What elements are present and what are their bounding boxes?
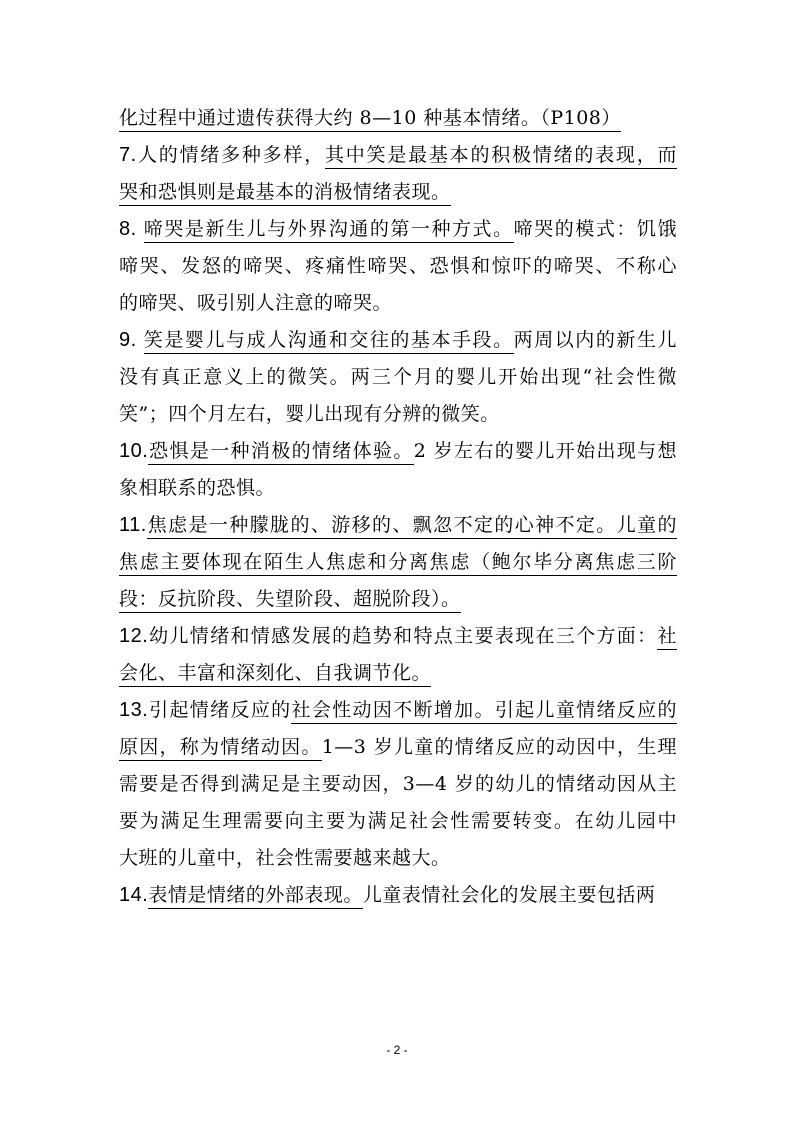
text-line xyxy=(119,655,677,692)
text-segment: 笑”；四个月左右，婴儿出现有分辨的微笑。 xyxy=(119,403,500,425)
underlined-text: 会化、丰富和深刻化、自我调节化。 xyxy=(119,662,431,687)
text-segment: 人的情绪多种多样， xyxy=(136,144,325,166)
text-line xyxy=(119,433,677,470)
paragraph xyxy=(119,433,677,507)
page-number: - 2 - xyxy=(386,1043,408,1057)
underlined-text: 恐惧是一种消极的情绪体验。 xyxy=(148,440,413,465)
text-line xyxy=(119,618,677,655)
paragraph xyxy=(119,211,677,322)
text-line xyxy=(119,137,677,174)
text-line xyxy=(119,692,677,729)
underlined-text: 笑是婴儿与成人沟通和交往的基本手段。 xyxy=(144,329,514,354)
item-number: 14. xyxy=(119,884,149,906)
text-line xyxy=(119,470,677,507)
page-body xyxy=(119,100,677,914)
text-line xyxy=(119,211,677,248)
underlined-text: 社会性动因不断增加。引起儿童情绪反应的 xyxy=(291,699,677,724)
paragraph xyxy=(119,618,677,692)
item-number: 8. xyxy=(119,218,144,240)
item-number: 7. xyxy=(119,144,137,166)
text-segment: 幼儿情绪和情感发展的趋势和特点主要表现在三个方面： xyxy=(148,625,658,647)
text-line xyxy=(119,322,677,359)
underlined-text: 焦虑主要体现在陌生人焦虑和分离焦虑（鲍尔毕分离焦虑三阶 xyxy=(119,551,677,576)
text-line xyxy=(119,174,677,211)
item-number: 11. xyxy=(119,514,147,536)
text-segment: 的啼哭、吸引别人注意的啼哭。 xyxy=(119,292,393,314)
paragraph xyxy=(119,137,677,211)
text-line xyxy=(119,803,677,840)
text-segment: 要为满足生理需要向主要为满足社会性需要转变。在幼儿园中 xyxy=(119,810,677,832)
text-segment: 1—3 岁儿童的情绪反应的动因中，生理 xyxy=(321,736,677,758)
text-line xyxy=(119,359,677,396)
underlined-text: 啼哭是新生儿与外界沟通的第一种方式。 xyxy=(144,218,514,243)
text-segment: 引起情绪反应的 xyxy=(148,699,292,721)
paragraph xyxy=(119,692,677,877)
item-number: 12. xyxy=(119,625,149,647)
text-line xyxy=(119,100,677,137)
text-segment: 象相联系的恐惧。 xyxy=(119,477,276,499)
text-segment: 啼哭的模式：饥饿 xyxy=(513,218,677,240)
text-segment: 儿童表情社会化的发展主要包括两 xyxy=(362,884,656,906)
underlined-text: 焦虑是一种朦胧的、游移的、飘忽不定的心神不定。 xyxy=(147,514,617,539)
text-line xyxy=(119,581,677,618)
paragraph xyxy=(119,100,677,137)
item-number: 10. xyxy=(119,440,149,462)
text-line xyxy=(119,396,677,433)
text-segment: 2 岁左右的婴儿开始出现与想 xyxy=(413,440,677,462)
text-segment: 两周以内的新生儿 xyxy=(513,329,677,351)
text-segment: 啼哭、发怒的啼哭、疼痛性啼哭、恐惧和惊吓的啼哭、不称心 xyxy=(119,255,677,277)
underlined-text: 段：反抗阶段、失望阶段、超脱阶段）。 xyxy=(119,588,461,613)
text-line xyxy=(119,766,677,803)
text-segment: 大班的儿童中，社会性需要越来越大。 xyxy=(119,847,451,869)
text-line xyxy=(119,285,677,322)
text-line xyxy=(119,840,677,877)
underlined-text: 其中笑是最基本的积极情绪的表现，而 xyxy=(325,144,677,169)
underlined-text: 哭和恐惧则是最基本的消极情绪表现。 xyxy=(119,181,451,206)
paragraph xyxy=(119,322,677,433)
underlined-text: 化过程中通过遗传获得大约 8—10 种基本情绪。（P108） xyxy=(119,107,621,132)
text-line xyxy=(119,507,677,544)
text-line xyxy=(119,248,677,285)
underlined-text: 原因，称为情绪动因。 xyxy=(119,736,322,761)
text-line xyxy=(119,729,677,766)
text-line xyxy=(119,877,677,914)
text-segment: 需要是否得到满足是主要动因，3—4 岁的幼儿的情绪动因从主 xyxy=(119,773,677,795)
item-number: 13. xyxy=(119,699,149,721)
text-segment: 没有真正意义上的微笑。两三个月的婴儿开始出现“社会性微 xyxy=(119,366,677,388)
underlined-text: 表情是情绪的外部表现。 xyxy=(148,884,363,909)
text-line xyxy=(119,544,677,581)
underlined-text: 儿童的 xyxy=(617,514,677,539)
underlined-text: 社 xyxy=(657,625,677,650)
paragraph xyxy=(119,507,677,618)
paragraph xyxy=(119,877,677,914)
item-number: 9. xyxy=(119,329,144,351)
